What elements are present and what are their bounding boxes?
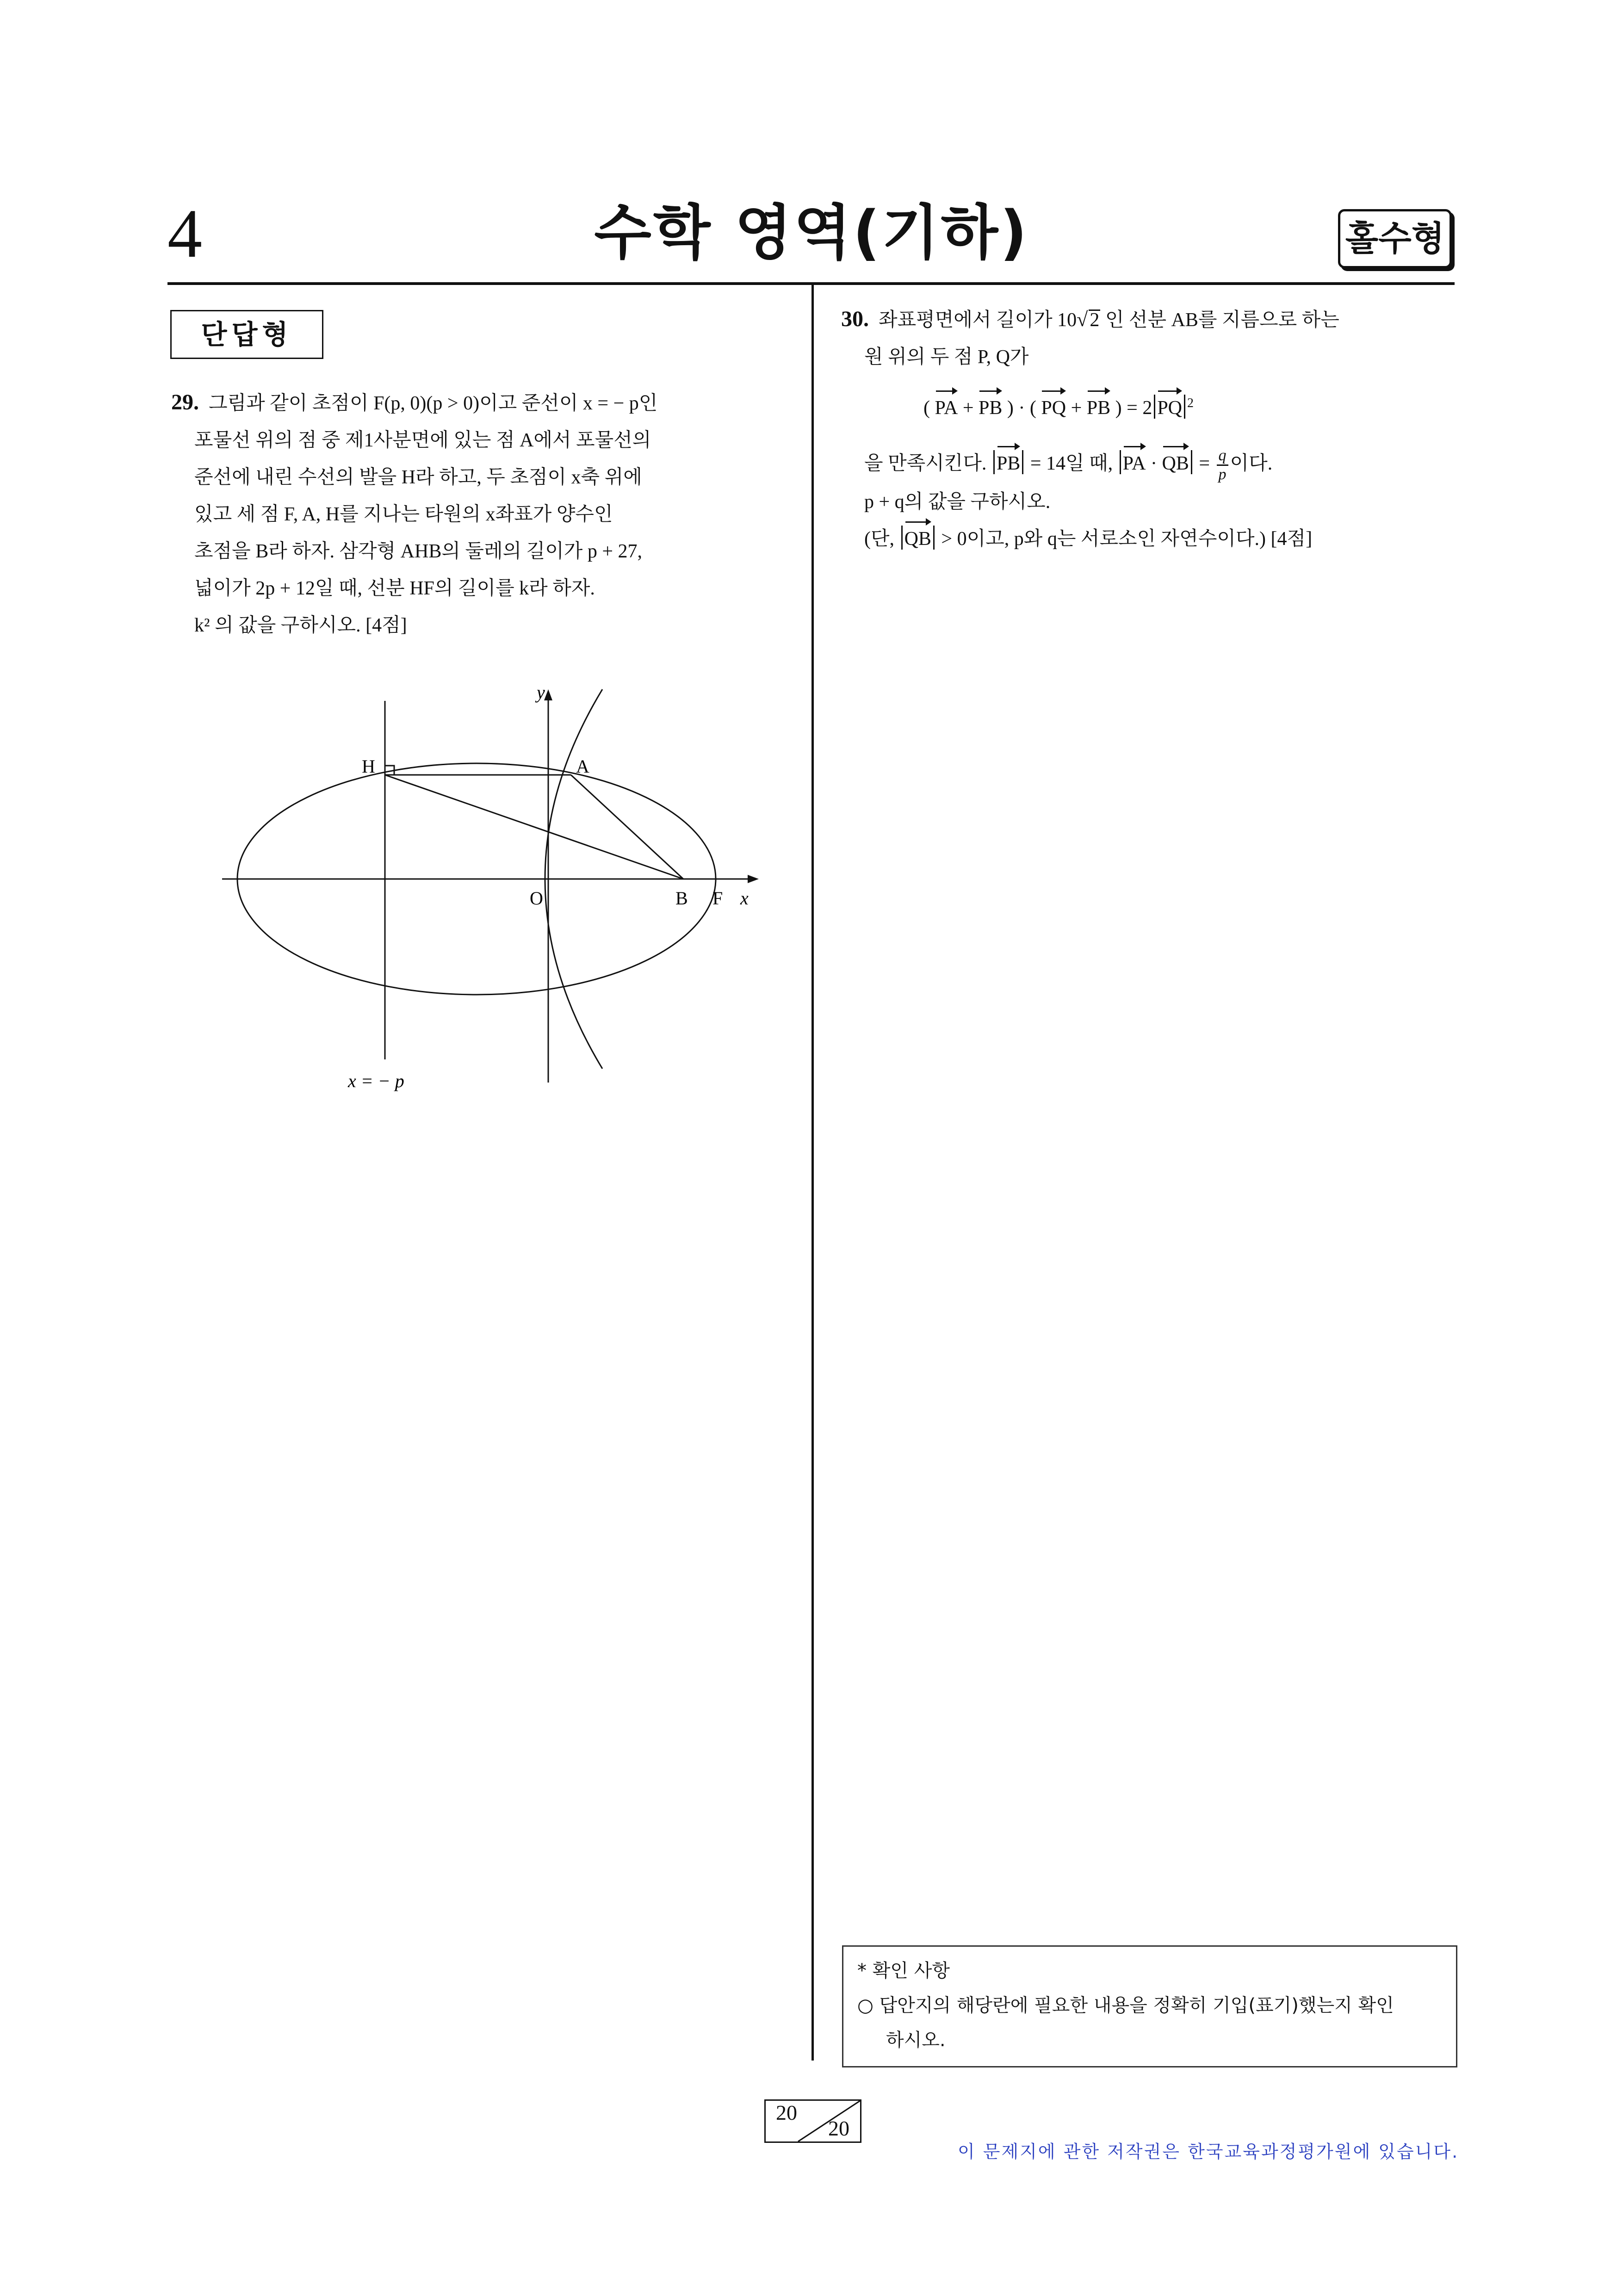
q29-figure bbox=[204, 671, 805, 1096]
page-total: 20 bbox=[828, 2117, 849, 2140]
fraction-q-over-p: $\frac{q}{p}$ bbox=[1217, 447, 1228, 483]
segment-ab bbox=[571, 775, 683, 879]
page-current: 20 bbox=[776, 2101, 797, 2124]
q29-number: 29. bbox=[171, 390, 199, 415]
directrix-label: x = − p bbox=[348, 1071, 404, 1091]
vec-pa: PA bbox=[935, 390, 958, 427]
point-b-label: B bbox=[675, 888, 688, 909]
q29-line-6: 넓이가 2p + 12일 때, 선분 HF의 길이를 k라 하자. bbox=[194, 578, 595, 599]
check-notice-line-1: ○ 답안지의 해당란에 필요한 내용을 정확히 기입(표기)했는지 확인 bbox=[857, 1995, 1394, 2016]
q30-line-2: 원 위의 두 점 P, Q가 bbox=[864, 347, 1029, 368]
y-axis-arrow-icon bbox=[544, 689, 552, 700]
page-number: 4 bbox=[167, 195, 202, 272]
vec-pq-rhs: PQ bbox=[1157, 390, 1182, 427]
page-counter bbox=[764, 2099, 861, 2143]
q29-line-7: k² 의 값을 구하시오. [4점] bbox=[194, 615, 407, 636]
question-30 bbox=[841, 301, 1456, 557]
y-axis-label: y bbox=[537, 682, 545, 703]
q30-line-5: (단, QB > 0이고, p와 q는 서로소인 자연수이다.) [4점] bbox=[841, 520, 1456, 557]
section-label: 단답형 bbox=[170, 310, 323, 359]
origin-label: O bbox=[530, 888, 543, 909]
q29-line-5: 초점을 B라 하자. 삼각형 AHB의 둘레의 길이가 p + 27, bbox=[194, 541, 643, 562]
check-notice-box bbox=[842, 1945, 1457, 2067]
point-h-label: H bbox=[362, 756, 375, 777]
q29-line-3: 준선에 내린 수선의 발을 H라 하고, 두 초점이 x축 위에 bbox=[194, 467, 642, 488]
x-axis-arrow-icon bbox=[748, 875, 759, 883]
check-notice-title: * 확인 사항 bbox=[857, 1960, 950, 1981]
q29-line-4: 있고 세 점 F, A, H를 지나는 타원의 x좌표가 양수인 bbox=[194, 504, 613, 525]
q30-line-3: 을 만족시킨다. PB = 14일 때, PA · QB = $\frac{q}{p}$ 이다. bbox=[841, 445, 1456, 483]
point-a-label: A bbox=[576, 756, 589, 777]
q30-equation: ( PA + PB ) · ( PQ + PB ) = 2 PQ $^2$ bbox=[841, 385, 1456, 427]
column-divider bbox=[812, 284, 814, 2061]
vec-pb-2: PB bbox=[1087, 390, 1110, 427]
question-29 bbox=[171, 384, 791, 644]
vec-pb: PB bbox=[979, 390, 1002, 427]
header-rule bbox=[167, 282, 1455, 285]
q29-line-1: 29. 그림과 같이 초점이 F(p, 0)(p > 0)이고 준선이 x = − p인 bbox=[171, 390, 658, 415]
point-f-label: F bbox=[712, 888, 723, 909]
x-axis-label: x bbox=[740, 888, 749, 909]
q29-line-2: 포물선 위의 점 중 제1사분면에 있는 점 A에서 포물선의 bbox=[194, 430, 651, 451]
sqrt-value: 2 bbox=[1090, 309, 1100, 331]
segment-hb bbox=[385, 775, 683, 879]
q30-line-4: p + q의 값을 구하시오. bbox=[864, 491, 1051, 513]
copyright-notice: 이 문제지에 관한 저작권은 한국교육과정평가원에 있습니다. bbox=[958, 2141, 1459, 2162]
exam-type-badge: 홀수형 bbox=[1338, 209, 1452, 268]
q30-number: 30. bbox=[841, 307, 869, 331]
q30-line-1: 30. 좌표평면에서 길이가 10√2 인 선분 AB를 지름으로 하는 bbox=[841, 307, 1339, 331]
check-notice-line-2: 하시오. bbox=[886, 2030, 946, 2051]
exam-title: 수학 영역(기하) bbox=[594, 198, 1029, 267]
vec-pq: PQ bbox=[1041, 390, 1066, 427]
